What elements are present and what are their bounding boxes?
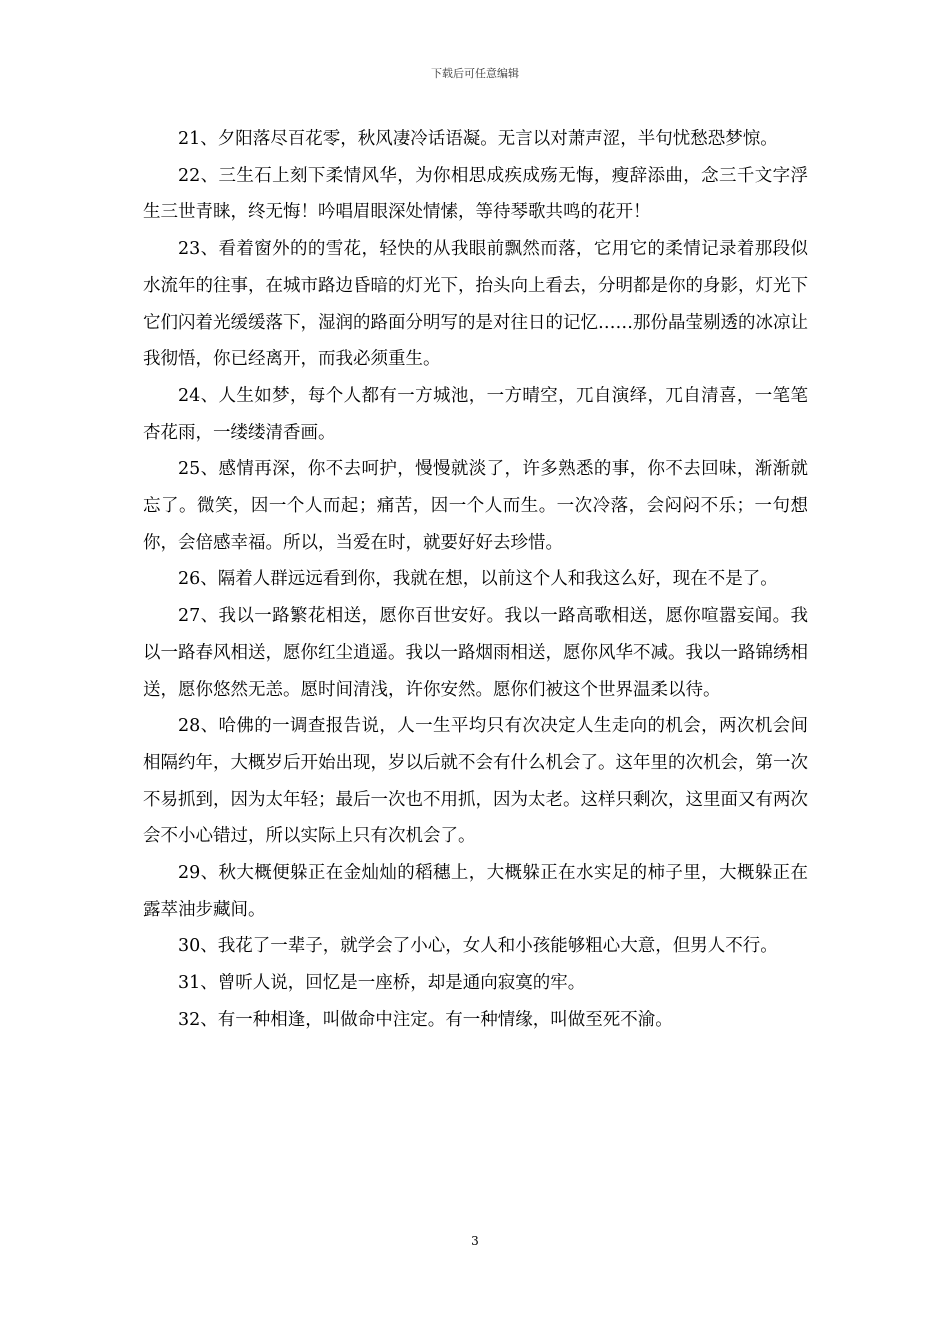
- paragraph-23: 23、看着窗外的的雪花，轻快的从我眼前飘然而落，它用它的柔情记录着那段似水流年的往事，在城市路边昏暗的灯光下，抬头向上看去，分明都是你的身影，灯光下它们闪着光缓缓落下，湿润的路面分明写的是对往日的记忆……那份晶莹剔透的冰凉让我彻悟，你已经离开，而我必须重生。: [143, 239, 808, 370]
- paragraph-27: 27、我以一路繁花相送，愿你百世安好。我以一路高歌相送，愿你喧嚣妄闻。我以一路春风相送，愿你红尘逍遥。我以一路烟雨相送，愿你风华不减。我以一路锦绣相送，愿你悠然无恙。愿时间清浅，许你安然。愿你们被这个世界温柔以待。: [143, 606, 808, 700]
- paragraph-32: 32、有一种相逢，叫做命中注定。有一种情缘，叫做至死不渝。: [178, 1009, 673, 1030]
- paragraph-29: 29、秋大概便躲正在金灿灿的稻穗上，大概躲正在水实足的柿子里，大概躲正在露萃油步藏间。: [143, 863, 808, 920]
- document-body: [143, 121, 808, 1039]
- paragraph-26: 26、隔着人群远远看到你，我就在想，以前这个人和我这么好，现在不是了。: [178, 569, 778, 590]
- paragraph-22: 22、三生石上刻下柔情风华，为你相思成疾成殇无悔，瘦辞添曲，念三千文字浮生三世青睐，终无悔！吟唱眉眼深处情愫，等待琴歌共鸣的花开！: [143, 165, 808, 223]
- paragraph-31: 31、曾听人说，回忆是一座桥，却是通向寂寞的牢。: [178, 973, 586, 994]
- paragraph-28: 28、哈佛的一调查报告说，人一生平均只有次决定人生走向的机会，两次机会间相隔约年，大概岁后开始出现，岁以后就不会有什么机会了。这年里的次机会，第一次不易抓到，因为太年轻；最后一次也不用抓，因为太老。这样只剩次，这里面又有两次会不小心错过，所以实际上只有次机会了。: [143, 716, 808, 847]
- paragraph-25: 25、感情再深，你不去呵护，慢慢就淡了，许多熟悉的事，你不去回味，渐渐就忘了。微笑，因一个人而起；痛苦，因一个人而生。一次冷落，会闷闷不乐；一句想你，会倍感幸福。所以，当爱在时，就要好好去珍惜。: [143, 459, 808, 553]
- paragraph-24: 24、人生如梦，每个人都有一方城池，一方晴空，兀自演绎，兀自清喜，一笔笔杏花雨，一缕缕清香画。: [143, 385, 808, 443]
- paragraph-30: 30、我花了一辈子，就学会了小心，女人和小孩能够粗心大意，但男人不行。: [178, 936, 778, 957]
- paragraph-21: 21、夕阳落尽百花零，秋风凄冷话语凝。无言以对萧声涩，半句忧愁恐梦惊。: [178, 129, 778, 149]
- page-header: 下载后可任意编辑: [431, 67, 519, 80]
- page-number: 3: [471, 1234, 479, 1248]
